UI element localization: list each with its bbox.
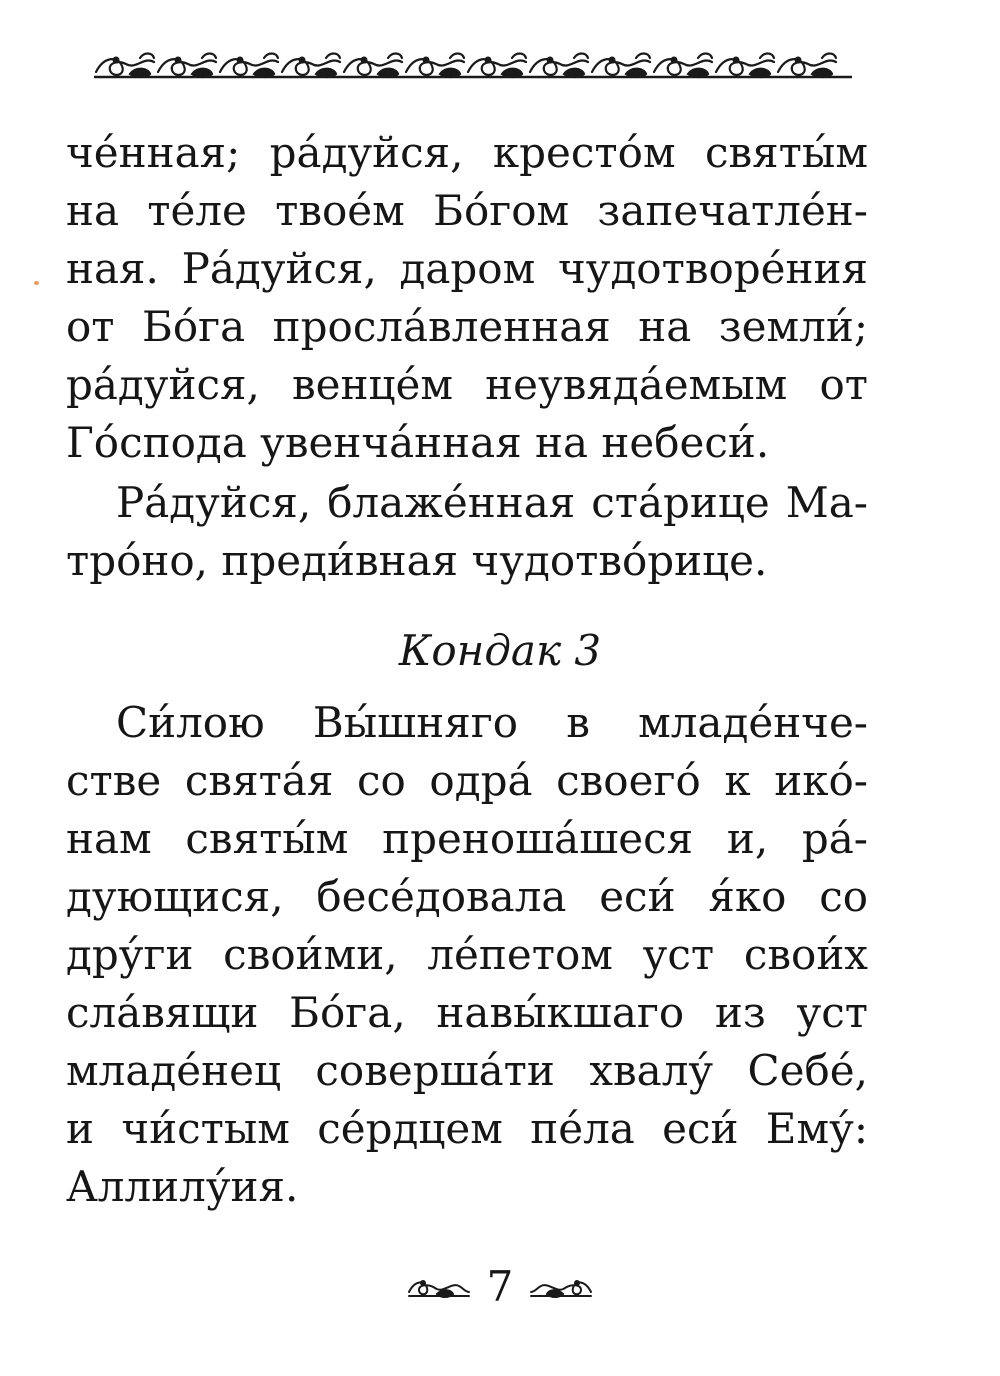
floral-flourish-icon [529,1274,593,1300]
text-line: дру́ги свои́ми, ле́петом уст свои́х [66,930,868,979]
section-heading: Кондак 3 [398,626,602,675]
text-line: че́нная; ра́дуйся, кресто́м святы́м [66,128,868,177]
text-line: младе́нец соверша́ти хвалу́ Себе́, [66,1046,868,1095]
text-line: дующися, бесе́довала еси́ я́ко со [66,872,868,921]
text-line: ная. Ра́дуйся, даром чудотворе́ния [66,244,868,293]
text-line: ра́дуйся, венце́м неувяда́емым от [66,360,868,409]
page-footer [0,1262,1000,1312]
floral-flourish-icon [407,1274,471,1300]
text-line: и чи́стым се́рдцем пе́ла еси́ Ему́: [66,1104,868,1153]
text-line: Аллилу́ия. [66,1162,299,1211]
text-line: Ра́дуйся, блаже́нная ста́рице Ма- [116,478,868,527]
text-line: нам святы́м преноша́шеся и, ра́- [66,814,868,863]
text-line: тро́но, преди́вная чудотво́рице. [66,536,768,585]
paragraph-1 [66,124,868,472]
floral-ornament-band-icon [88,48,858,82]
text-line: Го́спода увенча́нная на небеси́. [66,418,770,467]
text-line: Си́лою Вы́шняго в младе́нче- [116,698,868,747]
text-line: сла́вящи Бо́га, навы́кшаго из уст [66,988,868,1037]
page-number: 7 [486,1262,514,1311]
ink-speck [34,281,39,285]
paragraph-2 [66,474,868,590]
text-line: на те́ле твое́м Бо́гом запечатле́н- [66,186,868,235]
text-line: от Бо́га просла́вленная на земли́; [66,302,868,351]
text-line: стве свята́я со одра́ своего́ к ико́- [66,756,868,805]
paragraph-3 [66,694,868,1216]
